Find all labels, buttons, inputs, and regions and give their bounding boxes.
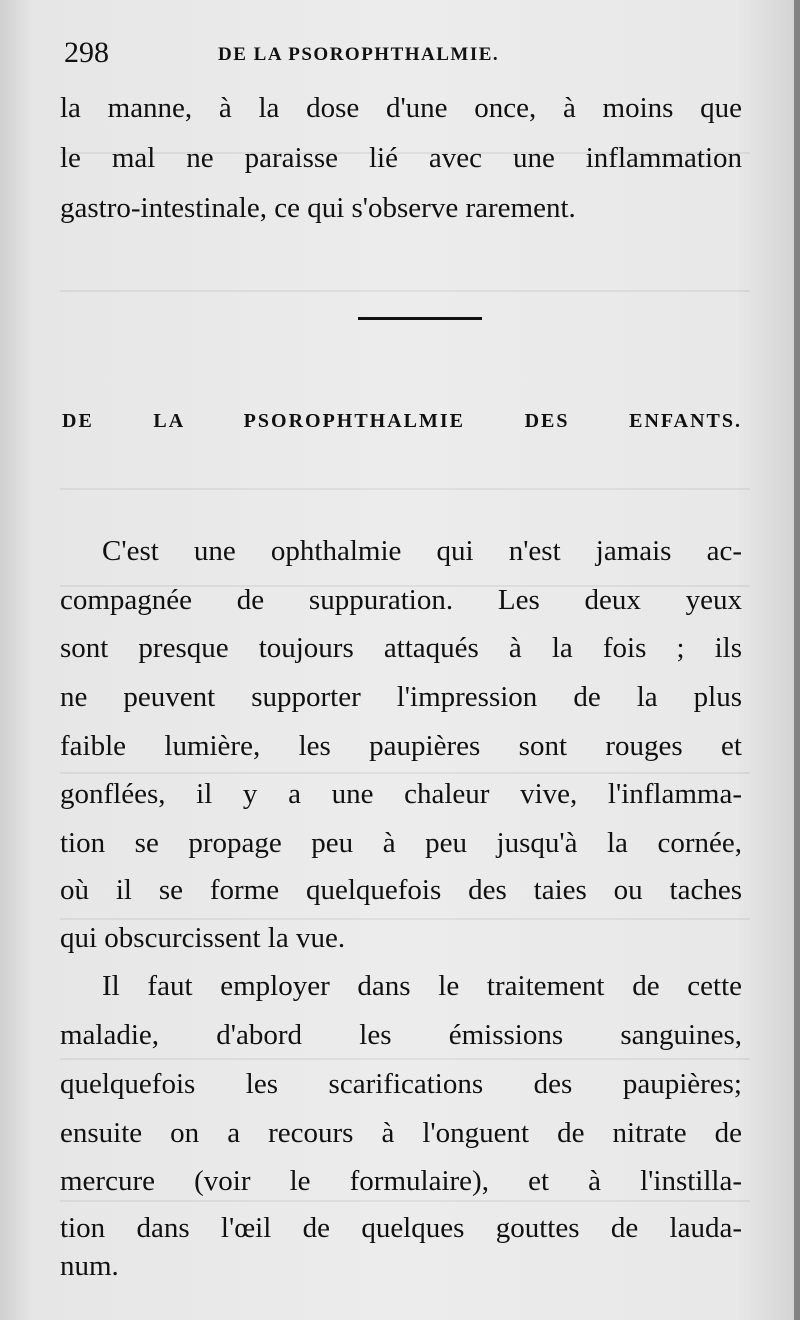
section-title: DE LA PSOROPHTHALMIE DES ENFANTS. — [62, 410, 742, 432]
show-through-mark — [60, 290, 750, 292]
body-line: gonflées, il y a une chaleur vive, l'inflamma- — [60, 778, 742, 810]
body-line: compagnée de suppuration. Les deux yeux — [60, 584, 742, 616]
body-line: où il se forme quelquefois des taies ou taches — [60, 874, 742, 906]
body-line: C'est une ophthalmie qui n'est jamais ac- — [102, 535, 742, 567]
body-line: faible lumière, les paupières sont rouges et — [60, 730, 742, 762]
show-through-mark — [60, 1200, 750, 1202]
body-line: ne peuvent supporter l'impression de la plus — [60, 681, 742, 713]
page-number: 298 — [64, 36, 109, 69]
body-line: num. — [60, 1250, 119, 1282]
body-line: la manne, à la dose d'une once, à moins que — [60, 92, 742, 124]
body-line: ensuite on a recours à l'onguent de nitrate de — [60, 1117, 742, 1149]
body-line: tion se propage peu à peu jusqu'à la cornée, — [60, 827, 742, 859]
body-line: Il faut employer dans le traitement de cette — [102, 970, 742, 1002]
body-line: tion dans l'œil de quelques gouttes de lauda- — [60, 1212, 742, 1244]
section-divider — [358, 317, 482, 320]
show-through-mark — [60, 1058, 750, 1060]
body-line: maladie, d'abord les émissions sanguines, — [60, 1019, 742, 1051]
body-line: mercure (voir le formulaire), et à l'instilla- — [60, 1165, 742, 1197]
running-head: DE LA PSOROPHTHALMIE. — [218, 44, 500, 65]
body-line: qui obscurcissent la vue. — [60, 922, 346, 954]
body-line: gastro-intestinale, ce qui s'observe rarement. — [60, 192, 576, 224]
show-through-mark — [60, 772, 750, 774]
body-line: quelquefois les scarifications des paupières; — [60, 1068, 742, 1100]
body-line: sont presque toujours attaqués à la fois ; ils — [60, 632, 742, 664]
page-header — [64, 36, 744, 76]
show-through-mark — [60, 488, 750, 490]
body-line: le mal ne paraisse lié avec une inflammation — [60, 142, 742, 174]
